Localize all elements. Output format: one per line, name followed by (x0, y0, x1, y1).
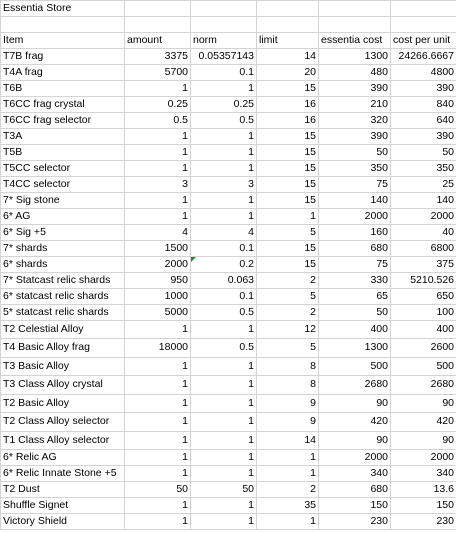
item-cell[interactable]: T3 Class Alloy crystal (1, 376, 125, 395)
amount-cell[interactable]: 0.25 (125, 96, 191, 112)
table-row (1, 192, 456, 208)
limit-cell[interactable]: 16 (257, 96, 319, 112)
limit-cell[interactable]: 1 (257, 450, 319, 466)
limit-cell[interactable]: 14 (257, 431, 319, 450)
cost-per-unit-cell[interactable]: 2000 (391, 450, 456, 466)
table-row (1, 431, 456, 450)
limit-cell[interactable]: 1 (257, 466, 319, 482)
norm-cell[interactable]: 3 (191, 176, 257, 192)
item-cell[interactable]: 6* AG (1, 208, 125, 224)
item-cell[interactable]: T2 Basic Alloy (1, 394, 125, 413)
item-cell[interactable]: 6* Relic AG (1, 450, 125, 466)
norm-cell[interactable]: 1 (191, 450, 257, 466)
limit-cell[interactable]: 15 (257, 240, 319, 256)
table-row (1, 80, 456, 96)
essentia-cost-cell[interactable]: 2000 (319, 208, 391, 224)
essentia-cost-cell[interactable]: 210 (319, 96, 391, 112)
limit-cell[interactable]: 15 (257, 256, 319, 272)
cost-per-unit-cell[interactable]: 24266.6667 (391, 48, 456, 64)
norm-cell[interactable]: 0.1 (191, 240, 257, 256)
norm-cell[interactable]: 1 (191, 466, 257, 482)
item-cell[interactable]: 5* statcast relic shards (1, 304, 125, 320)
table-row (1, 160, 456, 176)
cost-per-unit-cell[interactable]: 420 (391, 413, 456, 432)
cost-per-unit-cell[interactable]: 6800 (391, 240, 456, 256)
item-cell[interactable]: T4CC selector (1, 176, 125, 192)
table-row (1, 450, 456, 466)
title-row (1, 1, 456, 17)
amount-cell[interactable]: 950 (125, 272, 191, 288)
cost-per-unit-cell[interactable]: 2600 (391, 339, 456, 358)
item-cell[interactable]: T2 Dust (1, 482, 125, 498)
essentia-cost-cell[interactable]: 150 (319, 498, 391, 514)
amount-cell[interactable]: 4 (125, 224, 191, 240)
item-cell[interactable]: 7* Sig stone (1, 192, 125, 208)
empty-cell[interactable] (125, 1, 191, 17)
amount-cell[interactable]: 2000 (125, 256, 191, 272)
limit-cell[interactable]: 14 (257, 48, 319, 64)
amount-cell[interactable]: 1 (125, 320, 191, 339)
essentia-cost-cell[interactable]: 350 (319, 160, 391, 176)
table-row (1, 128, 456, 144)
amount-cell[interactable]: 1 (125, 160, 191, 176)
item-cell[interactable]: Shuffle Signet (1, 498, 125, 514)
limit-cell[interactable]: 15 (257, 176, 319, 192)
table-row (1, 394, 456, 413)
essentia-cost-cell[interactable]: 330 (319, 272, 391, 288)
cost-per-unit-cell[interactable]: 500 (391, 357, 456, 376)
cost-per-unit-cell[interactable]: 90 (391, 394, 456, 413)
norm-cell[interactable]: 1 (191, 394, 257, 413)
item-cell[interactable]: T4 Basic Alloy frag (1, 339, 125, 358)
cost-per-unit-cell[interactable]: 5210.526 (391, 272, 456, 288)
table-row (1, 176, 456, 192)
norm-cell[interactable]: 0.05357143 (191, 48, 257, 64)
essentia-cost-cell[interactable]: 400 (319, 320, 391, 339)
amount-cell[interactable]: 1 (125, 80, 191, 96)
item-cell[interactable]: T6B (1, 80, 125, 96)
header-row (1, 32, 456, 48)
table-row (1, 96, 456, 112)
norm-cell[interactable]: 1 (191, 376, 257, 395)
amount-cell[interactable]: 1 (125, 431, 191, 450)
cost-per-unit-cell[interactable]: 340 (391, 466, 456, 482)
essentia-cost-cell[interactable]: 1300 (319, 48, 391, 64)
amount-cell[interactable]: 1 (125, 466, 191, 482)
header-cell-limit[interactable]: limit (257, 32, 319, 48)
item-cell[interactable]: T3 Basic Alloy (1, 357, 125, 376)
norm-cell[interactable]: 1 (191, 357, 257, 376)
amount-cell[interactable]: 18000 (125, 339, 191, 358)
essentia-cost-cell[interactable]: 340 (319, 466, 391, 482)
amount-cell[interactable]: 1 (125, 413, 191, 432)
table-row (1, 256, 456, 272)
essentia-cost-cell[interactable]: 50 (319, 304, 391, 320)
table-row (1, 339, 456, 358)
norm-cell[interactable]: 0.5 (191, 112, 257, 128)
essentia-cost-cell[interactable]: 140 (319, 192, 391, 208)
amount-cell[interactable]: 1 (125, 498, 191, 514)
amount-cell[interactable]: 1500 (125, 240, 191, 256)
norm-cell[interactable]: 1 (191, 413, 257, 432)
essentia-cost-cell[interactable]: 90 (319, 394, 391, 413)
amount-cell[interactable]: 1 (125, 357, 191, 376)
limit-cell[interactable]: 1 (257, 514, 319, 530)
essentia-cost-cell[interactable]: 230 (319, 514, 391, 530)
item-cell[interactable]: 6* Relic Innate Stone +5 (1, 466, 125, 482)
limit-cell[interactable]: 5 (257, 339, 319, 358)
essentia-cost-cell[interactable]: 420 (319, 413, 391, 432)
essentia-cost-cell[interactable]: 65 (319, 288, 391, 304)
table-row (1, 413, 456, 432)
item-cell[interactable]: T6CC frag selector (1, 112, 125, 128)
cost-per-unit-cell[interactable]: 375 (391, 256, 456, 272)
essentia-cost-cell[interactable]: 500 (319, 357, 391, 376)
item-cell[interactable]: T2 Celestial Alloy (1, 320, 125, 339)
cost-per-unit-cell[interactable]: 2680 (391, 376, 456, 395)
cost-per-unit-cell[interactable]: 640 (391, 112, 456, 128)
table-row (1, 304, 456, 320)
norm-cell[interactable]: 1 (191, 80, 257, 96)
norm-cell[interactable]: 1 (191, 192, 257, 208)
table-row (1, 272, 456, 288)
empty-cell[interactable] (257, 1, 319, 17)
blank-row (1, 17, 456, 33)
amount-cell[interactable]: 1 (125, 192, 191, 208)
limit-cell[interactable]: 5 (257, 288, 319, 304)
norm-cell[interactable]: 1 (191, 320, 257, 339)
norm-cell[interactable]: 1 (191, 144, 257, 160)
cost-per-unit-cell[interactable]: 230 (391, 514, 456, 530)
essentia-cost-cell[interactable]: 50 (319, 144, 391, 160)
table-row (1, 514, 456, 530)
empty-cell[interactable] (319, 1, 391, 17)
norm-cell[interactable]: 0.2 (191, 256, 257, 272)
item-cell[interactable]: T4A frag (1, 64, 125, 80)
amount-cell[interactable]: 1 (125, 450, 191, 466)
norm-cell[interactable]: 1 (191, 514, 257, 530)
item-cell[interactable]: 7* shards (1, 240, 125, 256)
cost-per-unit-cell[interactable]: 13.6 (391, 482, 456, 498)
amount-cell[interactable]: 1 (125, 144, 191, 160)
essentia-cost-cell[interactable]: 90 (319, 431, 391, 450)
empty-cell[interactable] (191, 17, 257, 33)
norm-cell[interactable]: 1 (191, 431, 257, 450)
table-row (1, 466, 456, 482)
norm-cell[interactable]: 4 (191, 224, 257, 240)
item-cell[interactable]: T5B (1, 144, 125, 160)
header-cell-item[interactable]: Item (1, 32, 125, 48)
norm-cell[interactable]: 0.1 (191, 288, 257, 304)
amount-cell[interactable]: 1 (125, 514, 191, 530)
sheet-title-cell[interactable]: Essentia Store (1, 1, 125, 17)
norm-cell[interactable]: 1 (191, 208, 257, 224)
limit-cell[interactable]: 15 (257, 128, 319, 144)
limit-cell[interactable]: 15 (257, 192, 319, 208)
table-row (1, 224, 456, 240)
table-row (1, 288, 456, 304)
header-cell-essentia-cost[interactable]: essentia cost (319, 32, 391, 48)
header-cell-norm[interactable]: norm (191, 32, 257, 48)
cost-per-unit-cell[interactable]: 100 (391, 304, 456, 320)
essentia-cost-cell[interactable]: 320 (319, 112, 391, 128)
amount-cell[interactable]: 50 (125, 482, 191, 498)
cost-per-unit-cell[interactable]: 140 (391, 192, 456, 208)
amount-cell[interactable]: 0.5 (125, 112, 191, 128)
limit-cell[interactable]: 15 (257, 80, 319, 96)
cost-per-unit-cell[interactable]: 4800 (391, 64, 456, 80)
table-row (1, 144, 456, 160)
amount-cell[interactable]: 1 (125, 128, 191, 144)
amount-cell[interactable]: 1 (125, 394, 191, 413)
norm-cell[interactable]: 1 (191, 498, 257, 514)
limit-cell[interactable]: 9 (257, 413, 319, 432)
item-cell[interactable]: 7* Statcast relic shards (1, 272, 125, 288)
header-cell-amount[interactable]: amount (125, 32, 191, 48)
empty-cell[interactable] (125, 17, 191, 33)
cost-per-unit-cell[interactable]: 400 (391, 320, 456, 339)
norm-cell[interactable]: 1 (191, 160, 257, 176)
cost-per-unit-cell[interactable]: 40 (391, 224, 456, 240)
limit-cell[interactable]: 2 (257, 482, 319, 498)
empty-cell[interactable] (391, 1, 456, 17)
cost-per-unit-cell[interactable]: 390 (391, 128, 456, 144)
table-row (1, 376, 456, 395)
item-cell[interactable]: T6CC frag crystal (1, 96, 125, 112)
item-cell[interactable]: Victory Shield (1, 514, 125, 530)
cost-per-unit-cell[interactable]: 2000 (391, 208, 456, 224)
limit-cell[interactable]: 5 (257, 224, 319, 240)
norm-cell[interactable]: 0.1 (191, 64, 257, 80)
header-cell-cost-per-unit[interactable]: cost per unit (391, 32, 456, 48)
essentia-cost-cell[interactable]: 2000 (319, 450, 391, 466)
limit-cell[interactable]: 12 (257, 320, 319, 339)
norm-cell[interactable]: 0.5 (191, 339, 257, 358)
limit-cell[interactable]: 8 (257, 376, 319, 395)
table-row (1, 482, 456, 498)
cost-per-unit-cell[interactable]: 90 (391, 431, 456, 450)
essentia-cost-cell[interactable]: 75 (319, 176, 391, 192)
item-cell[interactable]: T5CC selector (1, 160, 125, 176)
limit-cell[interactable]: 2 (257, 272, 319, 288)
essentia-cost-cell[interactable]: 680 (319, 240, 391, 256)
table-row (1, 240, 456, 256)
cost-per-unit-cell[interactable]: 390 (391, 80, 456, 96)
empty-cell[interactable] (257, 17, 319, 33)
limit-cell[interactable]: 15 (257, 160, 319, 176)
amount-cell[interactable]: 5000 (125, 304, 191, 320)
cost-per-unit-cell[interactable]: 650 (391, 288, 456, 304)
amount-cell[interactable]: 1000 (125, 288, 191, 304)
norm-cell[interactable]: 50 (191, 482, 257, 498)
item-cell[interactable]: T7B frag (1, 48, 125, 64)
empty-cell[interactable] (319, 17, 391, 33)
limit-cell[interactable]: 1 (257, 208, 319, 224)
empty-cell[interactable] (191, 1, 257, 17)
essentia-cost-cell[interactable]: 2680 (319, 376, 391, 395)
cost-per-unit-cell[interactable]: 150 (391, 498, 456, 514)
item-cell[interactable]: 6* statcast relic shards (1, 288, 125, 304)
item-cell[interactable]: T1 Class Alloy selector (1, 431, 125, 450)
essentia-cost-cell[interactable]: 390 (319, 128, 391, 144)
essentia-cost-cell[interactable]: 680 (319, 482, 391, 498)
limit-cell[interactable]: 35 (257, 498, 319, 514)
table-row (1, 498, 456, 514)
limit-cell[interactable]: 15 (257, 144, 319, 160)
cost-per-unit-cell[interactable]: 50 (391, 144, 456, 160)
norm-cell[interactable]: 0.25 (191, 96, 257, 112)
amount-cell[interactable]: 1 (125, 376, 191, 395)
amount-cell[interactable]: 3375 (125, 48, 191, 64)
essentia-cost-cell[interactable]: 160 (319, 224, 391, 240)
item-cell[interactable]: T2 Class Alloy selector (1, 413, 125, 432)
item-cell[interactable]: 6* shards (1, 256, 125, 272)
cost-per-unit-cell[interactable]: 840 (391, 96, 456, 112)
essentia-cost-cell[interactable]: 75 (319, 256, 391, 272)
essentia-cost-cell[interactable]: 390 (319, 80, 391, 96)
table-row (1, 320, 456, 339)
limit-cell[interactable]: 9 (257, 394, 319, 413)
norm-cell[interactable]: 1 (191, 128, 257, 144)
essentia-cost-cell[interactable]: 480 (319, 64, 391, 80)
empty-cell[interactable] (1, 17, 125, 33)
table-row (1, 112, 456, 128)
item-cell[interactable]: T3A (1, 128, 125, 144)
limit-cell[interactable]: 2 (257, 304, 319, 320)
amount-cell[interactable]: 5700 (125, 64, 191, 80)
empty-cell[interactable] (391, 17, 456, 33)
item-cell[interactable]: 6* Sig +5 (1, 224, 125, 240)
limit-cell[interactable]: 20 (257, 64, 319, 80)
table-row (1, 208, 456, 224)
table-row (1, 64, 456, 80)
amount-cell[interactable]: 1 (125, 208, 191, 224)
norm-cell[interactable]: 0.063 (191, 272, 257, 288)
cost-per-unit-cell[interactable]: 350 (391, 160, 456, 176)
cost-per-unit-cell[interactable]: 25 (391, 176, 456, 192)
limit-cell[interactable]: 8 (257, 357, 319, 376)
table-row (1, 48, 456, 64)
limit-cell[interactable]: 16 (257, 112, 319, 128)
essentia-cost-cell[interactable]: 1300 (319, 339, 391, 358)
amount-cell[interactable]: 3 (125, 176, 191, 192)
norm-cell[interactable]: 0.5 (191, 304, 257, 320)
table-row (1, 357, 456, 376)
